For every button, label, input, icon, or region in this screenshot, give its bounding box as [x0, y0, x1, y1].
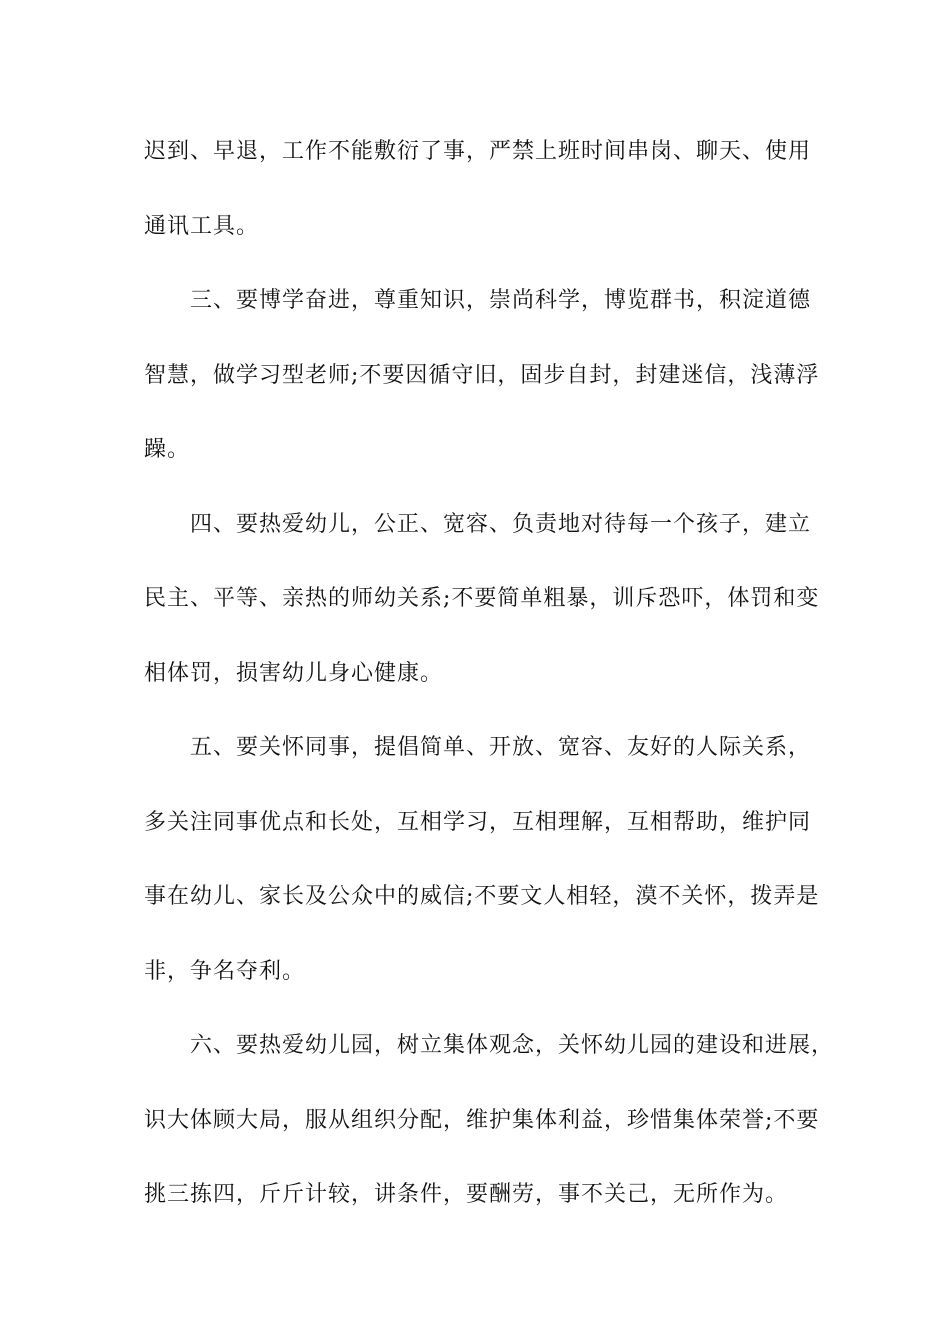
text-line: 识大体顾大局，服从组织分配，维护集体利益，珍惜集体荣誉;不要 [144, 1107, 820, 1133]
text-line: 相体罚，损害幼儿身心健康。 [144, 660, 444, 686]
paragraph-six-start: 六、要热爱幼儿园，树立集体观念，关怀幼儿园的建设和进展， [190, 1033, 835, 1058]
text-line: 挑三拣四，斤斤计较，讲条件，要酬劳，事不关己，无所作为。 [144, 1182, 789, 1207]
text-line: 躁。 [144, 437, 191, 462]
paragraph-three-start: 三、要博学奋进，尊重知识，崇尚科学，博览群书，积淀道德 [190, 288, 812, 313]
text-line: 民主、平等、亲热的师幼关系;不要简单粗暴，训斥恐吓，体罚和变 [144, 586, 820, 611]
document-body [144, 128, 835, 1246]
paragraph-four-start: 四、要热爱幼儿，公正、宽容、负责地对待每一个孩子，建立 [190, 511, 812, 537]
text-line: 通讯工具。 [144, 213, 260, 239]
text-line: 非，争名夺利。 [144, 958, 306, 984]
text-line: 多关注同事优点和长处，互相学习，互相理解，互相帮助，维护同 [144, 809, 812, 835]
text-line: 智慧，做学习型老师;不要因循守旧，固步自封，封建迷信，浅薄浮 [144, 362, 820, 388]
paragraph-five-start: 五、要关怀同事，提倡简单、开放、宽容、友好的人际关系， [190, 735, 812, 760]
text-line: 事在幼儿、家长及公众中的威信;不要文人相轻，漠不关怀，拨弄是 [144, 884, 820, 909]
text-line: 迟到、早退，工作不能敷衍了事，严禁上班时间串岗、聊天、使用 [144, 139, 812, 164]
